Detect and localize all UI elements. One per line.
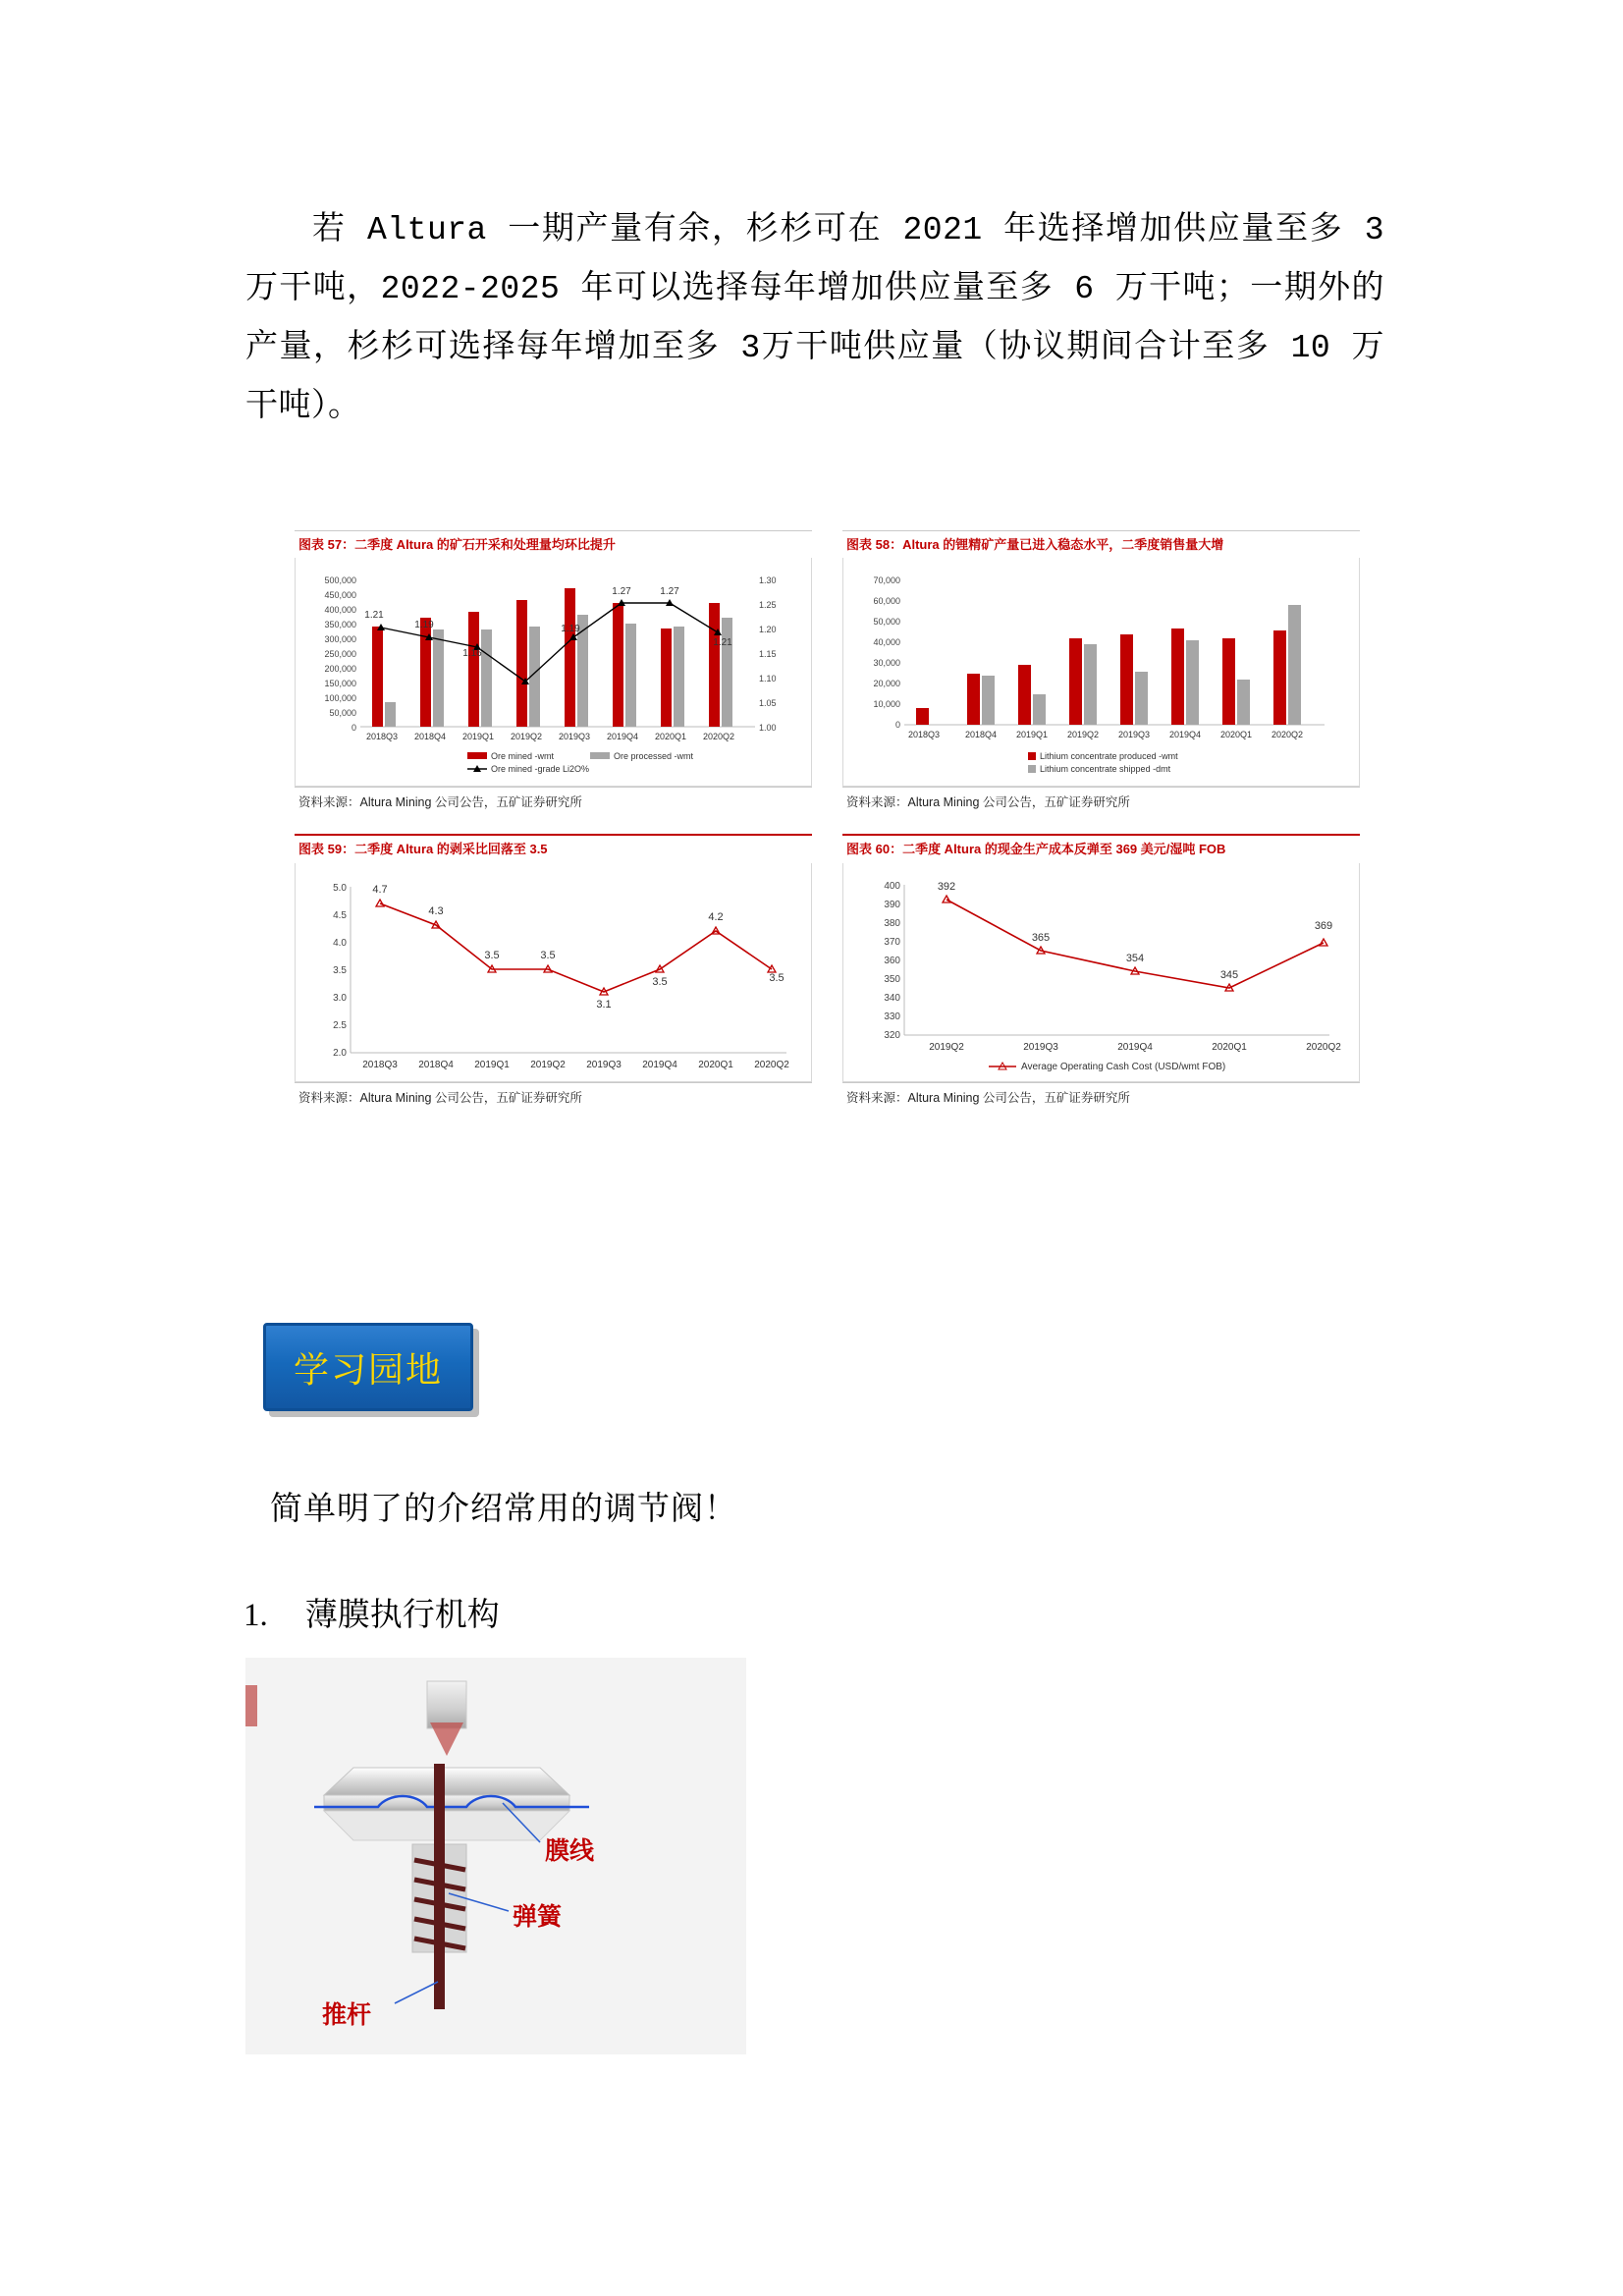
svg-text:3.5: 3.5 <box>333 964 347 976</box>
svg-text:150,000: 150,000 <box>324 679 356 689</box>
figure-57 <box>295 530 812 820</box>
study-garden-button[interactable] <box>263 1323 473 1411</box>
svg-text:Lithium concentrate produced -: Lithium concentrate produced -wmt <box>1040 751 1178 762</box>
svg-text:500,000: 500,000 <box>324 575 356 586</box>
svg-text:3.1: 3.1 <box>596 998 612 1011</box>
svg-text:2019Q3: 2019Q3 <box>586 1059 622 1070</box>
svg-text:369: 369 <box>1314 919 1333 932</box>
svg-text:2020Q2: 2020Q2 <box>754 1059 789 1070</box>
svg-text:2020Q2: 2020Q2 <box>1271 730 1304 740</box>
svg-text:2019Q4: 2019Q4 <box>642 1059 677 1070</box>
svg-text:1.19: 1.19 <box>561 624 580 635</box>
study-garden-label: 学习园地 <box>293 1348 443 1390</box>
svg-text:60,000: 60,000 <box>873 596 900 607</box>
svg-text:2.5: 2.5 <box>333 1019 347 1031</box>
figure-59-title: 图表 59：二季度 Altura 的剥采比回落至 3.5 <box>295 834 812 862</box>
svg-text:1.21: 1.21 <box>713 637 732 649</box>
figure-57-title: 图表 57：二季度 Altura 的矿石开采和处理量均环比提升 <box>295 530 812 558</box>
figure-57-source: 资料来源：Altura Mining 公司公告，五矿证券研究所 <box>295 787 812 820</box>
diaphragm-actuator-diagram <box>245 1658 746 2054</box>
svg-text:0: 0 <box>351 723 356 734</box>
svg-text:354: 354 <box>1125 952 1145 964</box>
svg-text:1.21: 1.21 <box>364 610 384 622</box>
figure-58-title: 图表 58：Altura 的锂精矿产量已进入稳态水平，二季度销售量大增 <box>842 530 1360 558</box>
figure-57-plot <box>295 558 812 787</box>
svg-text:380: 380 <box>884 917 900 929</box>
svg-text:50,000: 50,000 <box>873 617 900 628</box>
figure-row-bottom <box>295 834 1360 1115</box>
svg-text:3.5: 3.5 <box>540 949 556 961</box>
svg-text:1.19: 1.19 <box>414 620 434 631</box>
svg-text:340: 340 <box>884 992 900 1004</box>
svg-text:2018Q3: 2018Q3 <box>365 732 399 742</box>
svg-text:2018Q3: 2018Q3 <box>907 730 941 740</box>
svg-text:3.5: 3.5 <box>484 949 500 961</box>
figure-59-source: 资料来源：Altura Mining 公司公告，五矿证券研究所 <box>295 1082 812 1116</box>
svg-text:392: 392 <box>937 880 956 893</box>
svg-text:300,000: 300,000 <box>324 634 356 645</box>
svg-text:2018Q4: 2018Q4 <box>413 732 447 742</box>
svg-text:1.10: 1.10 <box>759 674 777 684</box>
section-number: 1. <box>243 1598 268 1633</box>
svg-text:2019Q4: 2019Q4 <box>1117 1041 1153 1053</box>
svg-text:4.2: 4.2 <box>708 910 724 923</box>
svg-text:320: 320 <box>884 1029 900 1041</box>
figure-60-title: 图表 60：二季度 Altura 的现金生产成本反弹至 369 美元/湿吨 FOB <box>842 834 1360 862</box>
svg-text:2020Q1: 2020Q1 <box>1212 1041 1247 1053</box>
svg-text:2019Q3: 2019Q3 <box>558 732 591 742</box>
svg-text:2.0: 2.0 <box>333 1047 347 1059</box>
svg-text:2019Q1: 2019Q1 <box>461 732 495 742</box>
svg-text:370: 370 <box>884 936 900 948</box>
figure-59 <box>295 834 812 1115</box>
svg-text:1.27: 1.27 <box>612 586 631 598</box>
diaphragm-actuator-drawing <box>245 1658 746 2054</box>
svg-text:0: 0 <box>894 720 900 731</box>
svg-text:100,000: 100,000 <box>324 693 356 704</box>
svg-text:2019Q3: 2019Q3 <box>1023 1041 1058 1053</box>
figure-60-source: 资料来源：Altura Mining 公司公告，五矿证券研究所 <box>842 1082 1360 1116</box>
svg-text:30,000: 30,000 <box>873 658 900 669</box>
svg-text:400,000: 400,000 <box>324 605 356 616</box>
figure-58-plot <box>842 558 1360 787</box>
figure-60-plot <box>842 863 1360 1082</box>
svg-text:Ore mined -wmt: Ore mined -wmt <box>491 751 555 762</box>
svg-text:2019Q1: 2019Q1 <box>474 1059 510 1070</box>
figure-58 <box>842 530 1360 820</box>
figure-60 <box>842 834 1360 1115</box>
svg-text:4.0: 4.0 <box>333 937 347 949</box>
figure-row-top <box>295 530 1360 820</box>
figure-60-chart <box>843 863 1360 1081</box>
svg-text:Lithium concentrate shipped -d: Lithium concentrate shipped -dmt <box>1040 764 1171 775</box>
label-membrane-line: 膜线 <box>545 1837 595 1865</box>
svg-text:1.20: 1.20 <box>759 625 777 635</box>
section-heading <box>243 1589 500 1635</box>
svg-text:2018Q4: 2018Q4 <box>418 1059 454 1070</box>
figure-58-chart <box>843 558 1360 786</box>
svg-text:2018Q4: 2018Q4 <box>964 730 998 740</box>
svg-text:70,000: 70,000 <box>873 575 900 586</box>
svg-text:2019Q2: 2019Q2 <box>530 1059 566 1070</box>
svg-text:2018Q3: 2018Q3 <box>362 1059 398 1070</box>
lead-line: 简单明了的介绍常用的调节阀！ <box>270 1492 737 1527</box>
svg-text:3.5: 3.5 <box>652 975 668 988</box>
svg-text:1.25: 1.25 <box>759 600 777 611</box>
svg-text:2020Q1: 2020Q1 <box>654 732 687 742</box>
svg-text:1.16: 1.16 <box>462 648 482 660</box>
svg-text:200,000: 200,000 <box>324 664 356 675</box>
svg-text:250,000: 250,000 <box>324 649 356 660</box>
svg-text:2019Q2: 2019Q2 <box>1066 730 1100 740</box>
svg-text:4.3: 4.3 <box>428 904 444 917</box>
figure-58-source: 资料来源：Altura Mining 公司公告，五矿证券研究所 <box>842 787 1360 820</box>
svg-text:5.0: 5.0 <box>333 882 347 894</box>
svg-text:Average Operating Cash Cost (U: Average Operating Cash Cost (USD/wmt FOB) <box>1021 1061 1226 1072</box>
svg-text:1.27: 1.27 <box>660 586 679 598</box>
figure-57-chart <box>296 558 812 786</box>
svg-text:360: 360 <box>884 955 900 966</box>
section-title: 薄膜执行机构 <box>304 1598 500 1633</box>
svg-text:2019Q2: 2019Q2 <box>510 732 543 742</box>
svg-text:40,000: 40,000 <box>873 637 900 648</box>
svg-text:20,000: 20,000 <box>873 679 900 689</box>
svg-text:10,000: 10,000 <box>873 699 900 710</box>
svg-text:4.7: 4.7 <box>372 883 388 896</box>
svg-text:Ore processed -wmt: Ore processed -wmt <box>614 751 694 762</box>
svg-text:400: 400 <box>884 880 900 892</box>
figure-59-plot <box>295 863 812 1082</box>
svg-text:1.05: 1.05 <box>759 698 777 709</box>
svg-text:2019Q4: 2019Q4 <box>606 732 639 742</box>
svg-text:2019Q2: 2019Q2 <box>929 1041 964 1053</box>
svg-text:50,000: 50,000 <box>329 708 356 719</box>
svg-text:2020Q2: 2020Q2 <box>702 732 735 742</box>
svg-text:2019Q4: 2019Q4 <box>1168 730 1202 740</box>
label-spring: 弹簧 <box>513 1903 563 1931</box>
svg-text:450,000: 450,000 <box>324 590 356 601</box>
svg-text:330: 330 <box>884 1011 900 1022</box>
svg-text:2020Q1: 2020Q1 <box>698 1059 733 1070</box>
svg-text:1.15: 1.15 <box>759 649 777 660</box>
svg-text:345: 345 <box>1219 968 1239 981</box>
svg-text:1.30: 1.30 <box>759 575 777 586</box>
svg-text:350: 350 <box>884 973 900 985</box>
svg-text:3.0: 3.0 <box>333 992 347 1004</box>
svg-text:4.5: 4.5 <box>333 909 347 921</box>
body-paragraph: 若 Altura 一期产量有余，杉杉可在 2021 年选择增加供应量至多 3 万干吨，2022-2025 年可以选择每年增加供应量至多 6 万干吨；一期外的产量，杉杉可选择每年增加至多 3万干吨供应量（协议期间合计至多 10 万干吨）。 <box>245 212 1384 426</box>
svg-text:390: 390 <box>884 899 900 910</box>
svg-text:350,000: 350,000 <box>324 620 356 630</box>
svg-text:2020Q2: 2020Q2 <box>1306 1041 1341 1053</box>
figure-59-chart <box>296 863 812 1081</box>
label-push-rod: 推杆 <box>322 2001 372 2029</box>
svg-text:2020Q1: 2020Q1 <box>1219 730 1253 740</box>
figure-grid <box>295 530 1360 1116</box>
svg-text:1.00: 1.00 <box>759 723 777 734</box>
svg-text:2019Q1: 2019Q1 <box>1015 730 1049 740</box>
svg-text:3.5: 3.5 <box>769 971 784 984</box>
svg-text:Ore mined -grade Li2O%: Ore mined -grade Li2O% <box>491 764 590 775</box>
svg-text:365: 365 <box>1031 931 1051 944</box>
svg-text:2019Q3: 2019Q3 <box>1117 730 1151 740</box>
